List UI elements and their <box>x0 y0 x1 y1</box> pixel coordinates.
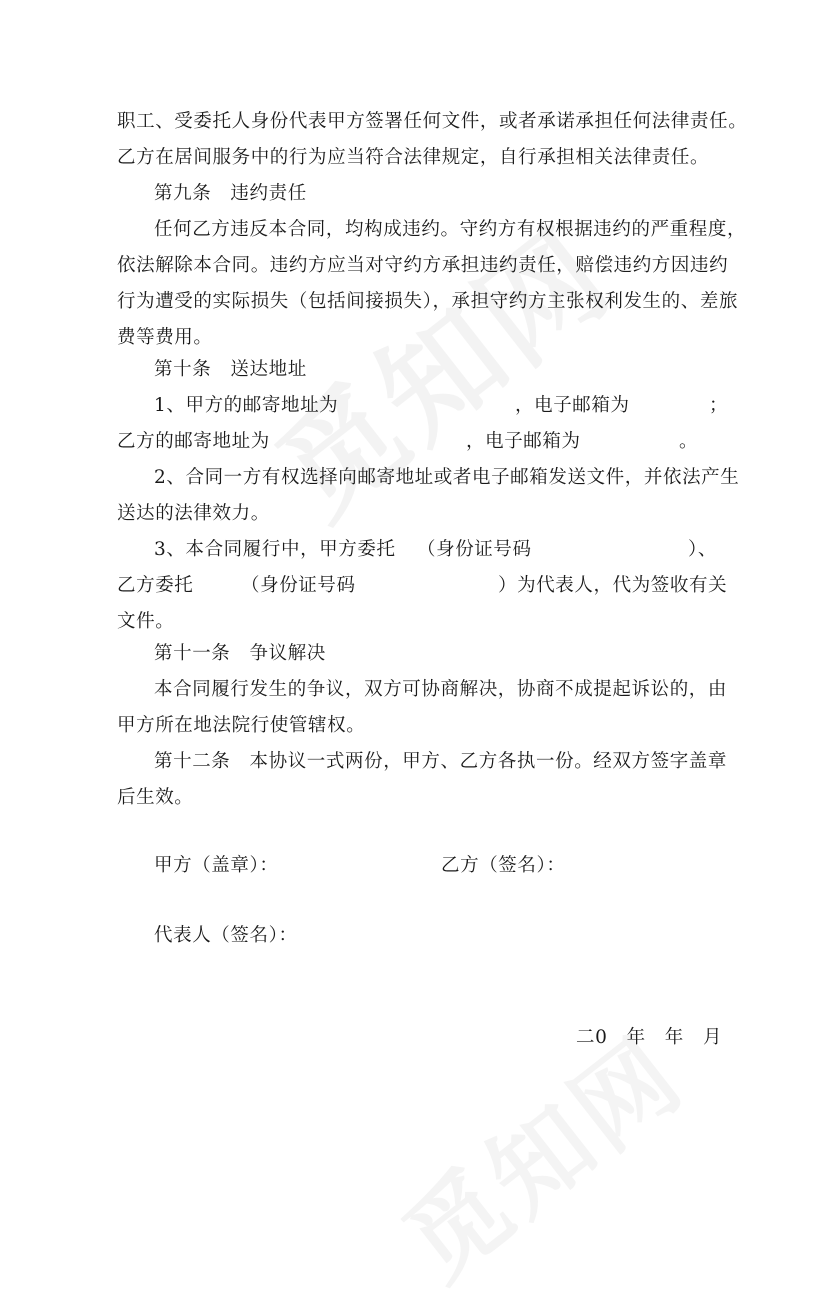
paragraph-line: 职工、受委托人身份代表甲方签署任何文件，或者承诺承担任何法律责任。 <box>117 111 748 132</box>
section-heading-10: 第十条 送达地址 <box>154 359 307 380</box>
party-b-id-end: ）为代表人，代为签收有关 <box>498 575 728 596</box>
party-a-id-end: ）、 <box>688 539 717 560</box>
party-b-email-label: ，电子邮箱为 <box>466 431 581 452</box>
party-a-email-label: ，电子邮箱为 <box>515 395 630 416</box>
party-b-address-label: 乙方的邮寄地址为 <box>117 431 270 452</box>
section-heading-9: 第九条 违约责任 <box>154 183 307 204</box>
paragraph-line: 文件。 <box>117 611 175 632</box>
party-b-address-end: 。 <box>679 431 699 452</box>
date-line: 二0 年 年 月 <box>576 1027 723 1048</box>
paragraph-line: 送达的法律效力。 <box>117 503 270 524</box>
party-a-address-end: ； <box>709 395 729 416</box>
paragraph-line: 行为遭受的实际损失（包括间接损失），承担守约方主张权利发生的、差旅 <box>117 291 739 312</box>
paragraph-line: 2、合同一方有权选择向邮寄地址或者电子邮箱发送文件，并依法产生 <box>154 467 740 488</box>
paragraph-line: 本合同履行发生的争议，双方可协商解决，协商不成提起诉讼的，由 <box>154 679 728 700</box>
party-a-id-label: （身份证号码 <box>417 539 532 560</box>
section-heading-12: 第十二条 本协议一式两份，甲方、乙方各执一份。经双方签字盖章 <box>154 751 728 772</box>
party-a-delegate-label: 3、本合同履行中，甲方委托 <box>154 539 396 560</box>
paragraph-line: 费等费用。 <box>117 327 213 348</box>
party-b-signature-label: 乙方（签名）： <box>441 855 566 876</box>
paragraph-line: 任何乙方违反本合同，均构成违约。守约方有权根据违约的严重程度， <box>154 219 747 240</box>
party-b-delegate-label: 乙方委托 <box>117 575 194 596</box>
paragraph-line: 依法解除本合同。违约方应当对守约方承担违约责任，赔偿违约方因违约 <box>117 255 729 276</box>
paragraph-line: 乙方在居间服务中的行为应当符合法律规定，自行承担相关法律责任。 <box>117 147 710 168</box>
party-a-address-label: 1、甲方的邮寄地址为 <box>154 395 339 416</box>
party-a-seal-label: 甲方（盖章）： <box>154 855 279 876</box>
party-b-id-label: （身份证号码 <box>241 575 356 596</box>
section-heading-11: 第十一条 争议解决 <box>154 643 326 664</box>
paragraph-line: 甲方所在地法院行使管辖权。 <box>117 715 366 736</box>
paragraph-line: 后生效。 <box>117 787 194 808</box>
representative-signature-label: 代表人（签名）： <box>154 925 298 946</box>
